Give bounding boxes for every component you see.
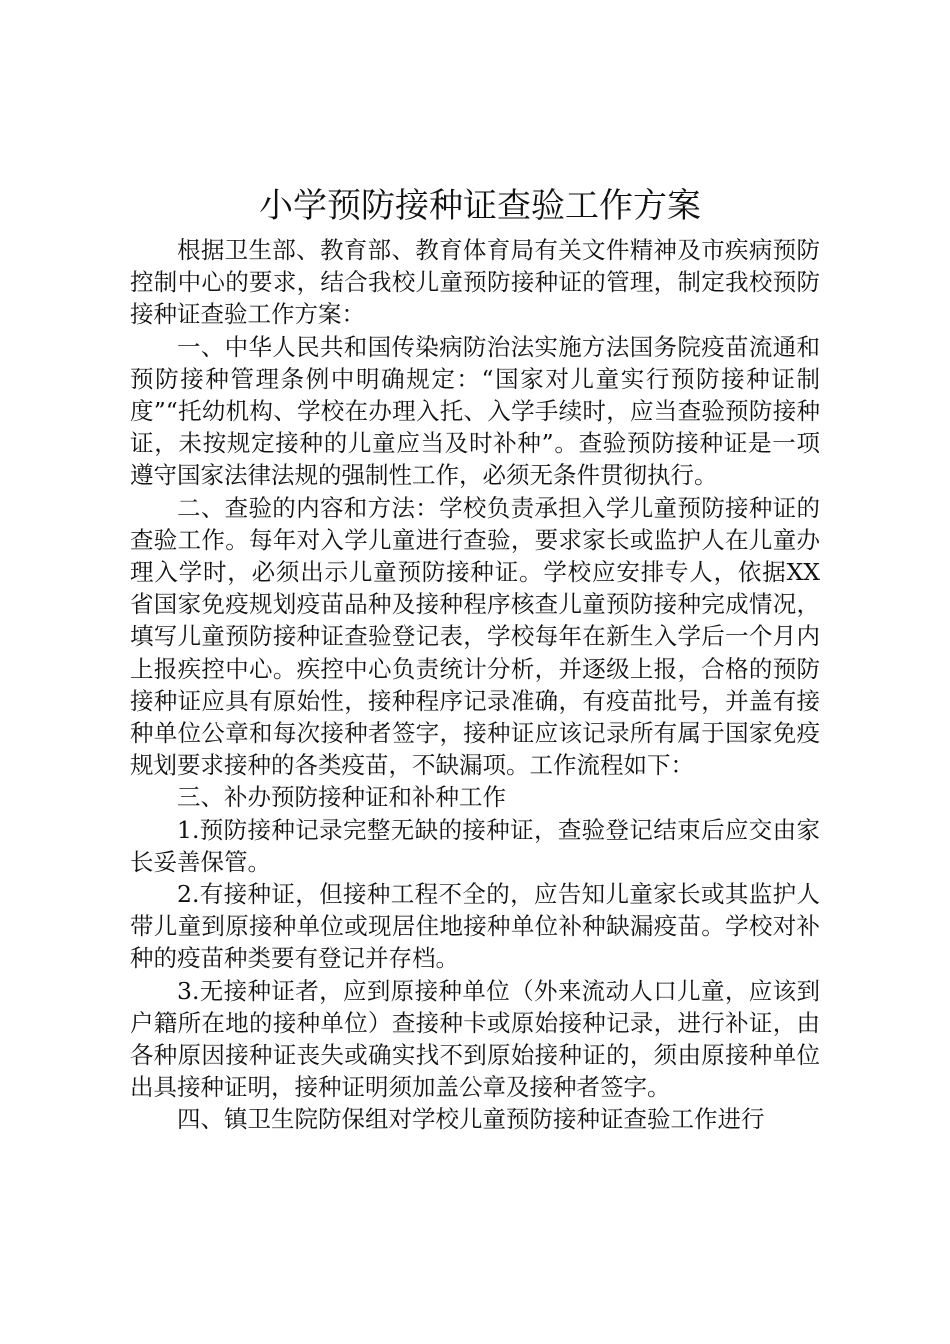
document-title: 小学预防接种证查验工作方案: [259, 186, 701, 226]
paragraph-item-1: 1.预防接种记录完整无缺的接种证，查验登记结束后应交由家长妥善保管。: [130, 815, 820, 876]
paragraph-section-3-heading: 三、补办预防接种证和补种工作: [177, 783, 506, 812]
paragraph-item-2: 2.有接种证，但接种工程不全的，应告知儿童家长或其监护人带儿童到原接种单位或现居住地接种单位补种缺漏疫苗。学校对补种的疫苗种类要有登记并存档。: [130, 880, 820, 973]
paragraph-intro: 根据卫生部、教育部、教育体育局有关文件精神及市疾病预防控制中心的要求，结合我校儿童预防接种证的管理，制定我校预防接种证查验工作方案：: [130, 236, 820, 329]
paragraph-item-3: 3.无接种证者，应到原接种单位（外来流动人口儿童，应该到户籍所在地的接种单位）查接种卡或原始接种记录，进行补证，由各种原因接种证丧失或确实找不到原始接种证的，须由原接种单位出具接种证明，接种证明须加盖公章及接种者签字。: [130, 976, 820, 1102]
paragraph-section-2: 二、查验的内容和方法：学校负责承担入学儿童预防接种证的查验工作。每年对入学儿童进行查验，要求家长或监护人在儿童办理入学时，必须出示儿童预防接种证。学校应安排专人，依据XX省国家免疫规划疫苗品种及接种程序核查儿童预防接种完成情况，填写儿童预防接种证查验登记表，学校每年在新生入学后一个月内上报疾控中心。疾控中心负责统计分析，并逐级上报，合格的预防接种证应具有原始性，接种程序记录准确，有疫苗批号，并盖有接种单位公章和每次接种者签字，接种证应该记录所有属于国家免疫规划要求接种的各类疫苗，不缺漏项。工作流程如下：: [130, 493, 820, 780]
paragraph-section-4: 四、镇卫生院防保组对学校儿童预防接种证查验工作进行: [177, 1105, 765, 1134]
paragraph-section-1: 一、中华人民共和国传染病防治法实施方法国务院疫苗流通和预防接种管理条例中明确规定：“国家对儿童实行预防接种证制度”“托幼机构、学校在办理入托、入学手续时，应当查验预防接种证，未按规定接种的儿童应当及时补种”。查验预防接种证是一项遵守国家法律法规的强制性工作，必须无条件贯彻执行。: [130, 332, 820, 490]
document-body: [130, 234, 820, 1136]
